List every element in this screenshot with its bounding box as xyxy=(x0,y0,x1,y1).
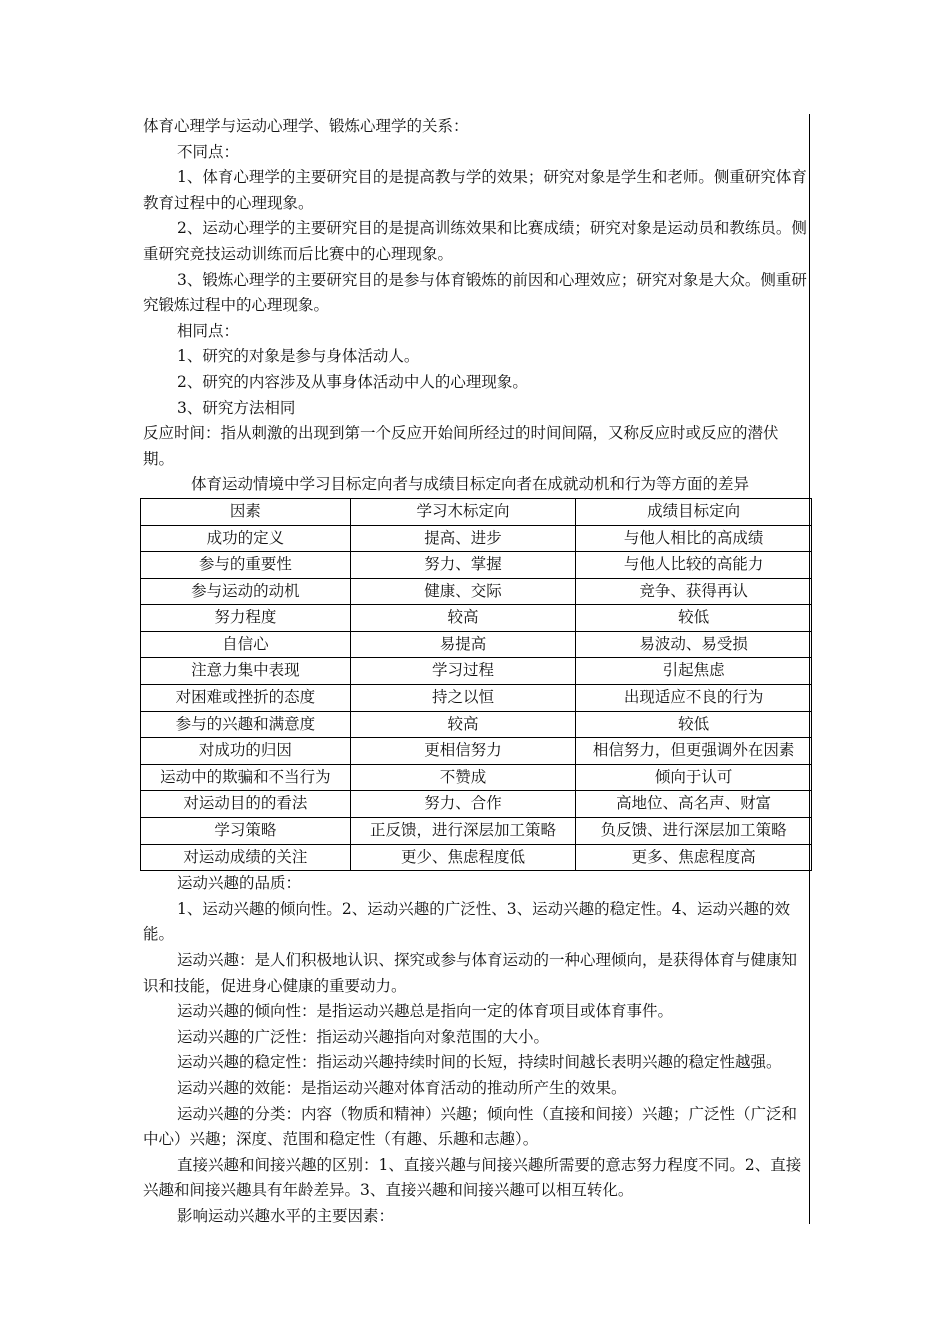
table-cell: 与他人相比的高成绩 xyxy=(576,525,812,552)
table-cell: 较低 xyxy=(576,711,812,738)
table-cell: 引起焦虑 xyxy=(576,658,812,685)
table-cell: 自信心 xyxy=(141,631,351,658)
header-cell: 学习木标定向 xyxy=(350,498,576,525)
table-cell: 提高、进步 xyxy=(350,525,576,552)
table-cell: 负反馈、进行深层加工策略 xyxy=(576,818,812,845)
interest-classification: 运动兴趣的分类：内容（物质和精神）兴趣；倾向性（直接和间接）兴趣；广泛性（广泛和中心）兴趣；深度、范围和稳定性（有趣、乐趣和志趣）。 xyxy=(143,1104,798,1149)
table-row xyxy=(141,605,812,632)
table-row xyxy=(141,738,812,765)
document-body xyxy=(143,114,809,1230)
table-caption: 体育运动情境中学习目标定向者与成绩目标定向者在成就动机和行为等方面的差异 xyxy=(190,475,749,494)
table-cell: 努力、合作 xyxy=(350,791,576,818)
table-cell: 不赞成 xyxy=(350,764,576,791)
interest-quality-heading: 运动兴趣的品质： xyxy=(177,874,302,893)
interest-quality-list: 1、运动兴趣的倾向性。2、运动兴趣的广泛性、3、运动兴趣的稳定性。4、运动兴趣的效能。 xyxy=(143,899,790,944)
table-row xyxy=(141,631,812,658)
table-cell: 易波动、易受损 xyxy=(576,631,812,658)
table-cell: 运动中的欺骗和不当行为 xyxy=(141,764,351,791)
table-cell: 较低 xyxy=(576,605,812,632)
interest-definition: 运动兴趣：是人们积极地认识、探究或参与体育运动的一种心理倾向，是获得体育与健康知识和技能，促进身心健康的重要动力。 xyxy=(143,951,798,995)
interest-factors-heading: 影响运动兴趣水平的主要因素： xyxy=(177,1206,395,1225)
table-cell: 参与的兴趣和满意度 xyxy=(141,711,351,738)
relation-title: 体育心理学与运动心理学、锻炼心理学的关系： xyxy=(143,117,469,135)
table-cell: 竞争、获得再认 xyxy=(576,578,812,605)
diff-item-3: 3、锻炼心理学的主要研究目的是参与体育锻炼的前因和心理效应；研究对象是大众。侧重研究锻炼过程中的心理现象。 xyxy=(143,270,807,315)
header-cell: 成绩目标定向 xyxy=(576,498,812,525)
table-cell: 对成功的归因 xyxy=(141,738,351,765)
table-cell: 努力程度 xyxy=(141,605,351,632)
table-cell: 学习策略 xyxy=(141,818,351,845)
table-row xyxy=(141,818,812,845)
table-cell: 成功的定义 xyxy=(141,525,351,552)
table-cell: 对运动目的的看法 xyxy=(141,791,351,818)
table-row xyxy=(141,578,812,605)
table-cell: 倾向于认可 xyxy=(576,764,812,791)
table-cell: 较高 xyxy=(350,711,576,738)
table-row xyxy=(141,764,812,791)
table-cell: 健康、交际 xyxy=(350,578,576,605)
table-cell: 较高 xyxy=(350,605,576,632)
header-cell: 因素 xyxy=(141,498,351,525)
diff-item-1: 1、体育心理学的主要研究目的是提高教与学的效果；研究对象是学生和老师。侧重研究体育教育过程中的心理现象。 xyxy=(143,168,807,212)
interest-stability: 运动兴趣的稳定性：指运动兴趣持续时间的长短，持续时间越长表明兴趣的稳定性越强。 xyxy=(177,1053,782,1072)
table-cell: 更少、焦虑程度低 xyxy=(350,844,576,871)
table-cell: 对运动成绩的关注 xyxy=(141,844,351,871)
table-cell: 努力、掌握 xyxy=(350,552,576,579)
table-row xyxy=(141,844,812,871)
diff-item-2: 2、运动心理学的主要研究目的是提高训练效果和比赛成绩；研究对象是运动员和教练员。侧重研究竞技运动训练而后比赛中的心理现象。 xyxy=(143,219,807,263)
table-cell: 参与的重要性 xyxy=(141,552,351,579)
same-heading: 相同点： xyxy=(177,321,240,340)
table-cell: 出现适应不良的行为 xyxy=(576,685,812,712)
table-cell: 学习过程 xyxy=(350,658,576,685)
table-cell: 更多、焦虑程度高 xyxy=(576,844,812,871)
table-row xyxy=(141,658,812,685)
table-row xyxy=(141,711,812,738)
table-header-row xyxy=(141,498,812,525)
same-item-2: 2、研究的内容涉及从事身体活动中人的心理现象。 xyxy=(177,372,528,391)
table-row xyxy=(141,525,812,552)
table-cell: 易提高 xyxy=(350,631,576,658)
diff-heading: 不同点： xyxy=(177,142,240,161)
interest-tendency: 运动兴趣的倾向性：是指运动兴趣总是指向一定的体育项目或体育事件。 xyxy=(177,1002,674,1021)
table-cell: 与他人比较的高能力 xyxy=(576,552,812,579)
interest-efficacy: 运动兴趣的效能：是指运动兴趣对体育活动的推动所产生的效果。 xyxy=(177,1078,627,1097)
table-cell: 相信努力，但更强调外在因素 xyxy=(576,738,812,765)
table-cell: 高地位、高名声、财富 xyxy=(576,791,812,818)
reaction-time-definition: 反应时间：指从刺激的出现到第一个反应开始间所经过的时间间隔，又称反应时或反应的潜伏期。 xyxy=(143,424,779,468)
table-cell: 注意力集中表现 xyxy=(141,658,351,685)
goal-orientation-table xyxy=(140,498,812,871)
table-cell: 持之以恒 xyxy=(350,685,576,712)
table-cell: 对困难或挫折的态度 xyxy=(141,685,351,712)
same-item-1: 1、研究的对象是参与身体活动人。 xyxy=(177,347,420,366)
table-row xyxy=(141,685,812,712)
table-row xyxy=(141,552,812,579)
table-cell: 参与运动的动机 xyxy=(141,578,351,605)
table-cell: 正反馈，进行深层加工策略 xyxy=(350,818,576,845)
interest-breadth: 运动兴趣的广泛性：指运动兴趣指向对象范围的大小。 xyxy=(177,1027,550,1046)
interest-difference: 直接兴趣和间接兴趣的区别：1、直接兴趣与间接兴趣所需要的意志努力程度不同。2、直接兴趣和间接兴趣具有年龄差异。3、直接兴趣和间接兴趣可以相互转化。 xyxy=(143,1155,802,1200)
table-row xyxy=(141,791,812,818)
same-item-3: 3、研究方法相同 xyxy=(177,398,296,417)
table-cell: 更相信努力 xyxy=(350,738,576,765)
